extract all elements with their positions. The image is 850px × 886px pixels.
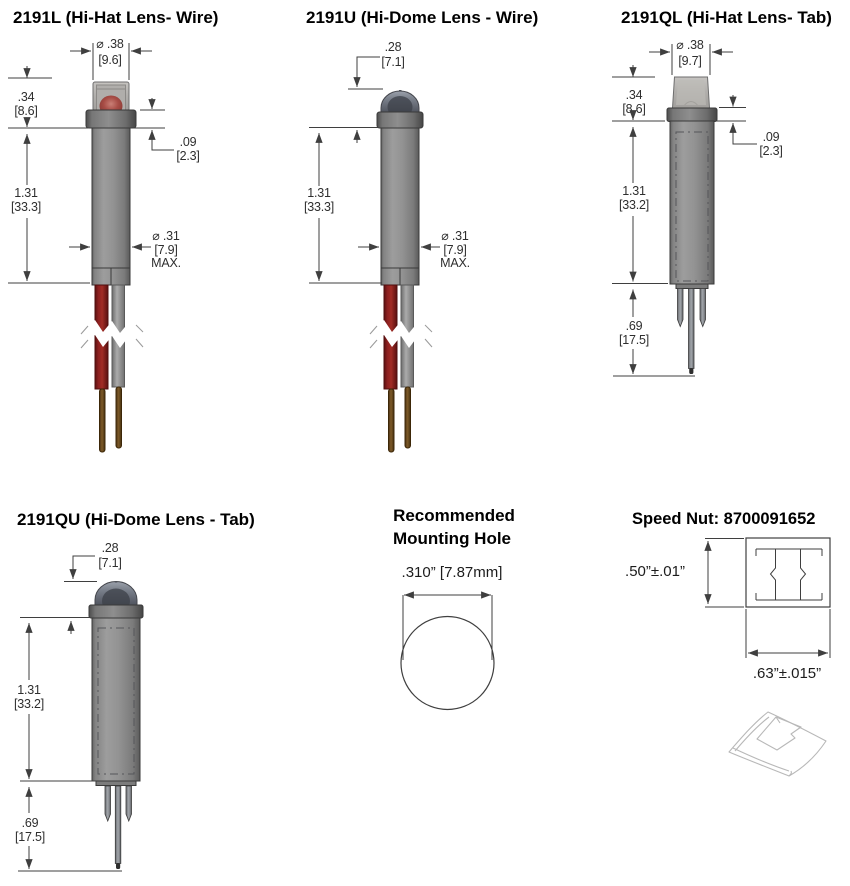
dim-text: ⌀ .31: [441, 229, 469, 243]
speed-nut-width-text: .63”±.015”: [752, 665, 822, 682]
bare-wire-tip: [116, 387, 122, 448]
dim-2191ql-lens-height: [612, 65, 655, 120]
dim-text: 1.31: [14, 186, 38, 200]
panel-2191u: [304, 8, 538, 452]
mounting-hole-diameter: .310” [7.87mm]: [401, 564, 503, 581]
indicator-2191u-drawing: [370, 91, 432, 453]
bare-wire-tip: [405, 387, 411, 448]
body: [92, 128, 130, 268]
indicator-2191l-drawing: [81, 82, 143, 452]
panel-2191ql: [612, 8, 832, 376]
panel-speed-nut: [625, 510, 830, 776]
dim-text: [33.2]: [13, 697, 45, 711]
indicator-2191qu-drawing: [89, 582, 143, 870]
hole-circle: [401, 617, 494, 710]
panel-2191l-title: 2191L (Hi-Hat Lens- Wire): [13, 8, 219, 27]
body: [670, 121, 714, 284]
mounting-hole-title-line2: Mounting Hole: [392, 529, 512, 548]
dim-text: [7.1]: [98, 556, 122, 570]
flange: [377, 112, 423, 128]
bare-wire-tip: [389, 389, 395, 452]
dim-text: [7.9]: [154, 243, 178, 257]
dim-text: .28: [101, 541, 119, 555]
dim-text: .09: [179, 135, 197, 149]
dim-2191l-lens-height: [8, 66, 52, 127]
flange: [89, 605, 143, 618]
dim-text: [8.6]: [14, 104, 38, 118]
dim-2191ql-body-length: [612, 121, 668, 284]
dim-text: .34: [625, 88, 643, 102]
dim-text: 1.31: [307, 186, 331, 200]
indicator-2191ql-drawing: [667, 77, 717, 374]
dim-2191qu-body-length: [14, 618, 97, 782]
bare-wire-tip: [100, 389, 106, 452]
tab-pin: [700, 289, 706, 327]
dim-text: .09: [762, 130, 780, 144]
tab-pin: [126, 786, 132, 821]
dim-text: .69: [625, 319, 643, 333]
dim-text: ⌀ .31: [152, 229, 180, 243]
panel-2191qu: [14, 510, 255, 871]
speed-nut-height-text: .50”±.01”: [625, 563, 685, 580]
dim-text: [17.5]: [14, 830, 46, 844]
dim-speed-nut-width: [746, 609, 830, 682]
panel-2191qu-title: 2191QU (Hi-Dome Lens - Tab): [17, 510, 255, 529]
dim-speed-nut-height: [625, 539, 744, 608]
flange: [86, 110, 136, 128]
dim-2191l-body-length: [8, 128, 90, 283]
dim-2191l-flange: [133, 98, 200, 163]
dim-2191ql-lens-diameter: [649, 38, 733, 75]
dim-text: 1.31: [17, 683, 41, 697]
panel-2191l: [8, 8, 218, 452]
tab-pin: [678, 289, 684, 327]
mounting-hole-title-line1: Recommended: [393, 506, 515, 525]
dim-text: ⌀ .38: [676, 38, 704, 52]
dim-text: [9.7]: [678, 54, 702, 68]
dim-2191u-body-length: [304, 128, 382, 284]
flange: [667, 108, 717, 122]
panel-2191u-title: 2191U (Hi-Dome Lens - Wire): [306, 8, 539, 27]
dim-text: MAX.: [440, 256, 470, 270]
center-tab-pin: [689, 289, 695, 369]
speed-nut-3d-view: [729, 712, 826, 776]
base: [676, 284, 708, 289]
dim-text: [33.3]: [10, 200, 42, 214]
dim-text: [17.5]: [618, 333, 650, 347]
dim-2191l-lens-diameter: [70, 37, 152, 80]
speed-nut-outline: [746, 538, 830, 607]
speed-nut-front-view: [746, 538, 830, 607]
dim-text: [2.3]: [176, 149, 200, 163]
dim-text: .28: [384, 40, 402, 54]
base: [96, 781, 136, 786]
dim-text: ⌀ .38: [96, 37, 124, 51]
dim-text: [33.3]: [303, 200, 335, 214]
dim-text: [2.3]: [759, 144, 783, 158]
dim-text: [8.6]: [622, 102, 646, 116]
speed-nut-title: Speed Nut: 8700091652: [632, 510, 816, 528]
dim-text: .69: [21, 816, 39, 830]
mounting-hole-drawing: [401, 595, 494, 710]
tab-pin: [105, 786, 111, 821]
dim-text: [7.9]: [443, 243, 467, 257]
body: [92, 618, 140, 781]
dim-text: .34: [17, 90, 35, 104]
dim-2191ql-flange: [716, 95, 783, 158]
dim-text: 1.31: [622, 184, 646, 198]
panel-mounting-hole: [393, 506, 515, 710]
body: [381, 128, 419, 268]
dim-text: [7.1]: [381, 55, 405, 69]
center-tab-pin: [115, 786, 121, 864]
panel-2191ql-title: 2191QL (Hi-Hat Lens- Tab): [621, 8, 832, 27]
dim-text: [33.2]: [618, 198, 650, 212]
dim-text: MAX.: [151, 256, 181, 270]
dim-text: [9.6]: [98, 53, 122, 67]
